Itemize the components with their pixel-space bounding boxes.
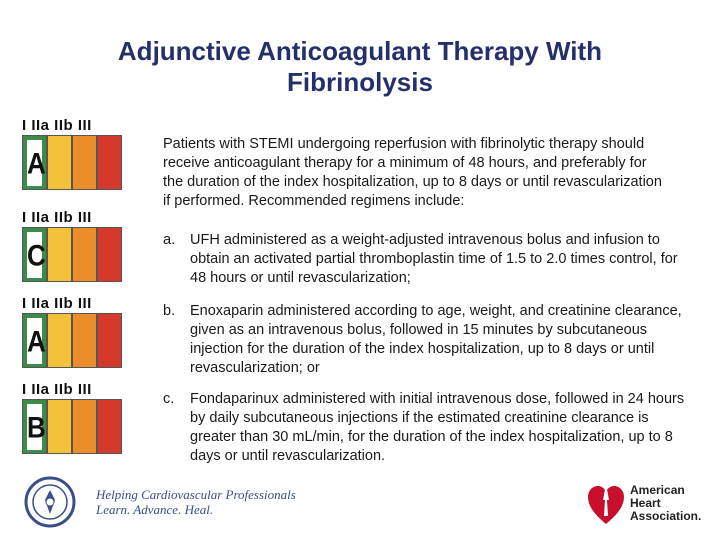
recommendation-intro: Patients with STEMI undergoing reperfusion with fibrinolytic therapy should receive anticoagulant therapy for a minimum of 48 hours, and preferably for the duration of the index hospitalization, up to 8 days or until revascularization if performed. Recommended regimens include:: [163, 136, 662, 209]
item-text: UFH administered as a weight-adjusted intravenous bolus and infusion to obtain an activated partial thromboplastin time of 1.5 to 2.0 times control, for 48 hours or until revascularization;: [190, 232, 678, 286]
regimen-item-a: [163, 231, 688, 288]
aha-logo: [586, 480, 701, 526]
aha-wordmark: [630, 484, 701, 523]
regimen-item-c: [163, 390, 688, 466]
tagline-line-2: Learn. Advance. Heal.: [96, 502, 214, 517]
aha-line-2: Heart: [630, 495, 661, 510]
acc-seal-icon: [24, 476, 76, 528]
cor-header: I IIa IIb III: [22, 209, 92, 226]
cor-header: I IIa IIb III: [22, 295, 92, 312]
aha-heart-torch-icon: [586, 480, 626, 526]
aha-line-3: Association.: [630, 508, 702, 523]
item-marker: c.: [163, 391, 175, 407]
class-iia-cell: [47, 399, 72, 454]
class-iii-cell: [97, 135, 122, 190]
slide-title: Adjunctive Anticoagulant Therapy With Fibrinolysis: [117, 36, 603, 97]
class-iib-cell: [72, 313, 97, 368]
class-iia-cell: [47, 135, 72, 190]
cor-box-2: [22, 209, 122, 282]
cor-header: I IIa IIb III: [22, 117, 92, 134]
item-text: Fondaparinux administered with initial intravenous dose, followed in 24 hours by daily subcutaneous injections if the estimated creatinine clearance is greater than 30 mL/min, for the duration of the index hospitalization, up to 8 days or until revascularization.: [190, 391, 685, 464]
item-text: Enoxaparin administered according to age, weight, and creatinine clearance, given as an intravenous bolus, followed in 15 minutes by subcutaneous injection for the duration of the index hospitalization, up to 8 days or until revascularization; or: [190, 303, 682, 376]
item-marker: a.: [163, 232, 176, 248]
cor-box-4: [22, 381, 122, 454]
class-iii-cell: [97, 227, 122, 282]
aha-line-1: American: [630, 482, 685, 497]
class-iib-cell: [72, 135, 97, 190]
loe-letter: A: [27, 140, 42, 186]
loe-letter: C: [27, 232, 42, 278]
class-i-cell: [22, 135, 47, 190]
cor-box-3: [22, 295, 122, 368]
cor-color-bar: [22, 313, 122, 368]
class-iii-cell: [97, 399, 122, 454]
class-iii-cell: [97, 313, 122, 368]
item-marker: b.: [163, 303, 176, 319]
acc-footer: [24, 476, 296, 528]
class-iia-cell: [47, 227, 72, 282]
class-iia-cell: [47, 313, 72, 368]
class-iib-cell: [72, 227, 97, 282]
tagline-line-1: Helping Cardiovascular Professionals: [96, 487, 296, 502]
class-i-cell: [22, 227, 47, 282]
cor-color-bar: [22, 399, 122, 454]
acc-tagline: [96, 487, 296, 517]
class-iib-cell: [72, 399, 97, 454]
cor-color-bar: [22, 135, 122, 190]
cor-color-bar: [22, 227, 122, 282]
cor-box-1: [22, 117, 122, 190]
loe-letter: A: [27, 318, 42, 364]
class-i-cell: [22, 399, 47, 454]
class-i-cell: [22, 313, 47, 368]
regimen-item-b: [163, 302, 688, 378]
loe-letter: B: [27, 404, 42, 450]
cor-header: I IIa IIb III: [22, 381, 92, 398]
